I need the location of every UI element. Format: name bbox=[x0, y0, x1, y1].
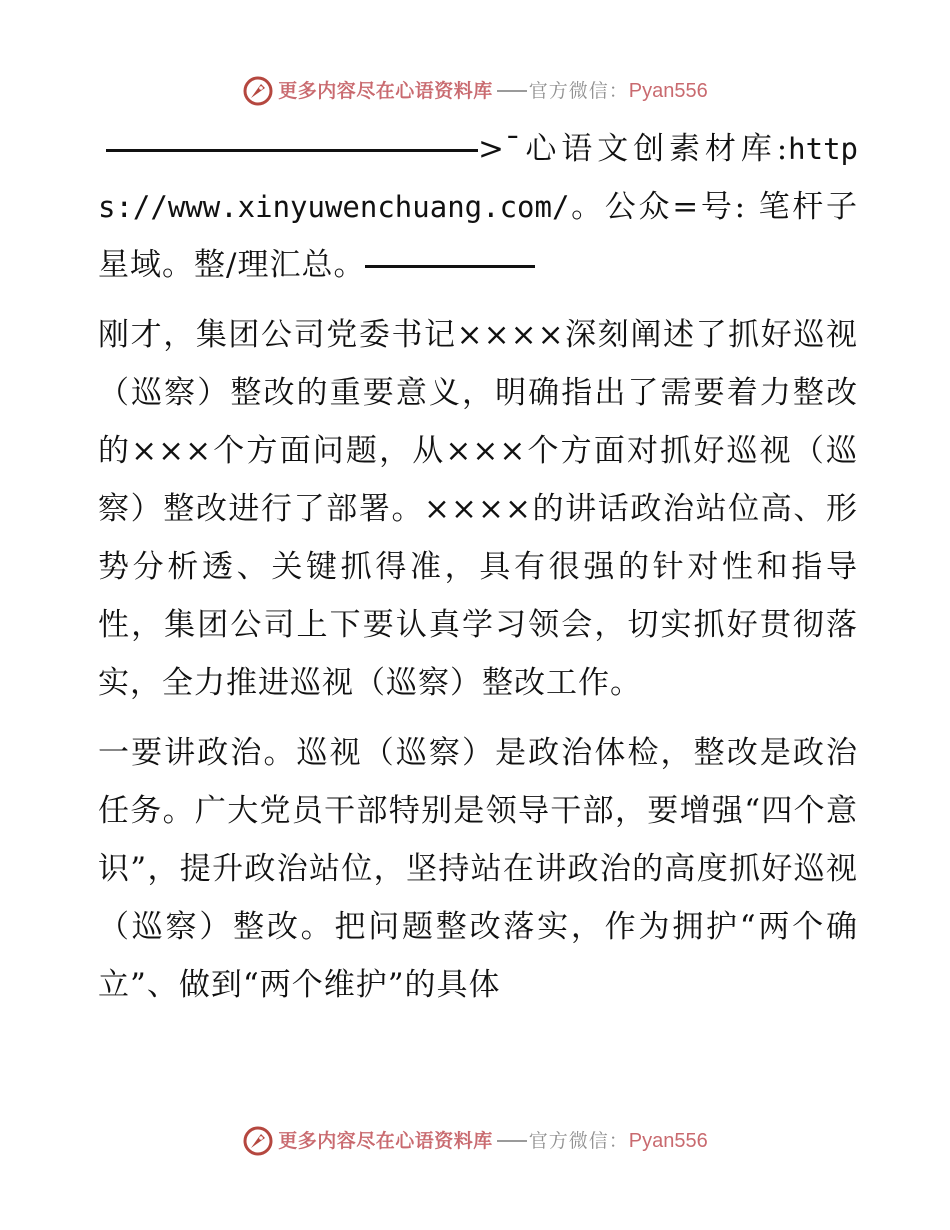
rule-line bbox=[106, 149, 478, 152]
intro-paragraph bbox=[98, 120, 858, 294]
watermark-separator bbox=[497, 1140, 527, 1142]
footer-watermark bbox=[0, 1120, 950, 1160]
watermark-wechat-id: Pyan556 bbox=[628, 80, 708, 102]
watermark-suffix: 官方微信： bbox=[528, 80, 629, 102]
pen-nib-logo-icon bbox=[242, 75, 274, 107]
watermark-brand: 更多内容尽在心语资料库 bbox=[278, 80, 493, 102]
body-paragraph: 一要讲政治。巡视（巡察）是政治体检，整改是政治任务。广大党员干部特别是领导干部，要增强“四个意识”，提升政治站位，坚持站在讲政治的高度抓好巡视（巡察）整改。把问题整改落实，作为拥护“两个确立”、做到“两个维护”的具体 bbox=[98, 735, 858, 1003]
intro-url: https://www.xinyuwenchuang.com/ bbox=[98, 132, 858, 224]
header-watermark bbox=[0, 70, 950, 110]
watermark-suffix: 官方微信： bbox=[528, 1130, 629, 1152]
watermark-separator bbox=[497, 90, 527, 92]
intro-rest: 。公众=号: 笔杆子星域。整/理汇总。 bbox=[98, 189, 858, 283]
document-body bbox=[98, 120, 858, 1014]
pen-nib-logo-icon bbox=[242, 1125, 274, 1157]
rule-line bbox=[365, 265, 535, 268]
watermark-brand: 更多内容尽在心语资料库 bbox=[278, 1130, 493, 1152]
body-paragraph: 刚才，集团公司党委书记××××深刻阐述了抓好巡视（巡察）整改的重要意义，明确指出了需要着力整改的×××个方面问题，从×××个方面对抓好巡视（巡察）整改进行了部署。××××的讲话政治站位高、形势分析透、关键抓得准，具有很强的针对性和指导性，集团公司上下要认真学习领会，切实抓好贯彻落实，全力推进巡视（巡察）整改工作。 bbox=[98, 317, 858, 701]
intro-arrow: >¯ bbox=[478, 131, 522, 167]
intro-label: 心语文创素材库: bbox=[521, 131, 789, 167]
watermark-wechat-id: Pyan556 bbox=[628, 1130, 708, 1152]
